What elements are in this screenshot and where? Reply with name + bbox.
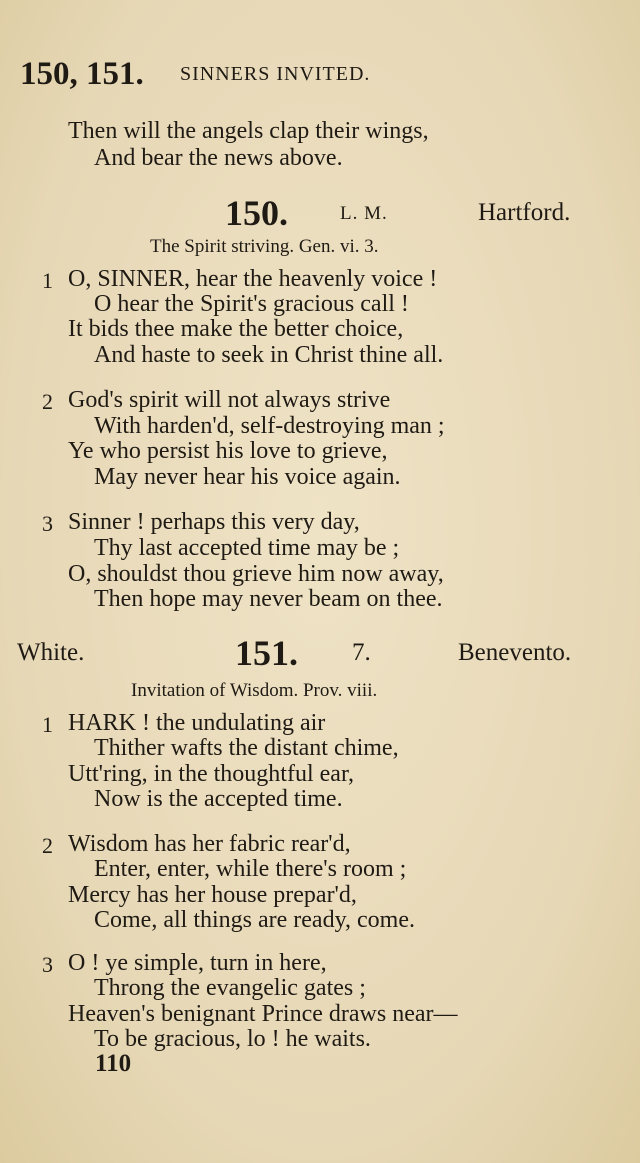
verse-line: Enter, enter, while there's room ; <box>94 856 407 882</box>
verse-line: HARK ! the undulating air <box>68 710 326 736</box>
left-tune-name: White. <box>17 639 85 666</box>
verse-line: Sinner ! perhaps this very day, <box>68 509 360 535</box>
verse-line: With harden'd, self-destroying man ; <box>94 413 445 439</box>
verse-line: O, shouldst thou grieve him now away, <box>68 561 444 587</box>
verse-line: O ! ye simple, turn in here, <box>68 950 327 976</box>
verse-number: 1 <box>42 712 53 737</box>
page-number: 110 <box>95 1050 132 1077</box>
verse-line: Throng the evangelic gates ; <box>94 975 366 1001</box>
hymn-meter: L. M. <box>340 203 388 224</box>
continuation-line: Then will the angels clap their wings, <box>68 118 429 144</box>
verse-number: 3 <box>42 511 53 536</box>
verse-line: Thither wafts the distant chime, <box>94 735 399 761</box>
hymn-number: 151. <box>235 633 298 673</box>
verse-line: Utt'ring, in the thoughtful ear, <box>68 761 354 787</box>
tune-name: Benevento. <box>458 639 572 666</box>
verse-number: 3 <box>42 952 53 977</box>
verse-line: It bids thee make the better choice, <box>68 316 404 342</box>
verse-line: O, SINNER, hear the heavenly voice ! <box>68 266 438 292</box>
verse-line: Ye who persist his love to grieve, <box>68 438 388 464</box>
hymn-subtitle: The Spirit striving. Gen. vi. 3. <box>150 236 379 257</box>
hymn-number: 150. <box>225 193 288 233</box>
verse-line: Come, all things are ready, come. <box>94 907 415 933</box>
continuation-line: And bear the news above. <box>94 145 343 171</box>
running-header-title: SINNERS INVITED. <box>180 63 371 85</box>
verse-number: 1 <box>42 268 53 293</box>
verse-number: 2 <box>42 833 53 858</box>
verse-line: Thy last accepted time may be ; <box>94 535 400 561</box>
verse-line: God's spirit will not always strive <box>68 387 391 413</box>
verse-line: Heaven's benignant Prince draws near— <box>68 1001 458 1027</box>
verse-line: May never hear his voice again. <box>94 464 401 490</box>
verse-line: And haste to seek in Christ thine all. <box>94 342 444 368</box>
tune-name: Hartford. <box>478 199 571 226</box>
verse-line: Now is the accepted time. <box>94 786 343 812</box>
verse-line: O hear the Spirit's gracious call ! <box>94 291 409 317</box>
verse-line: Wisdom has her fabric rear'd, <box>68 831 351 857</box>
verse-line: To be gracious, lo ! he waits. <box>94 1026 371 1052</box>
verse-line: Then hope may never beam on thee. <box>94 586 443 612</box>
running-header-numbers: 150, 151. <box>20 56 144 92</box>
verse-line: Mercy has her house prepar'd, <box>68 882 357 908</box>
hymn-subtitle: Invitation of Wisdom. Prov. viii. <box>131 680 378 701</box>
hymn-meter: 7. <box>352 639 371 666</box>
verse-number: 2 <box>42 389 53 414</box>
